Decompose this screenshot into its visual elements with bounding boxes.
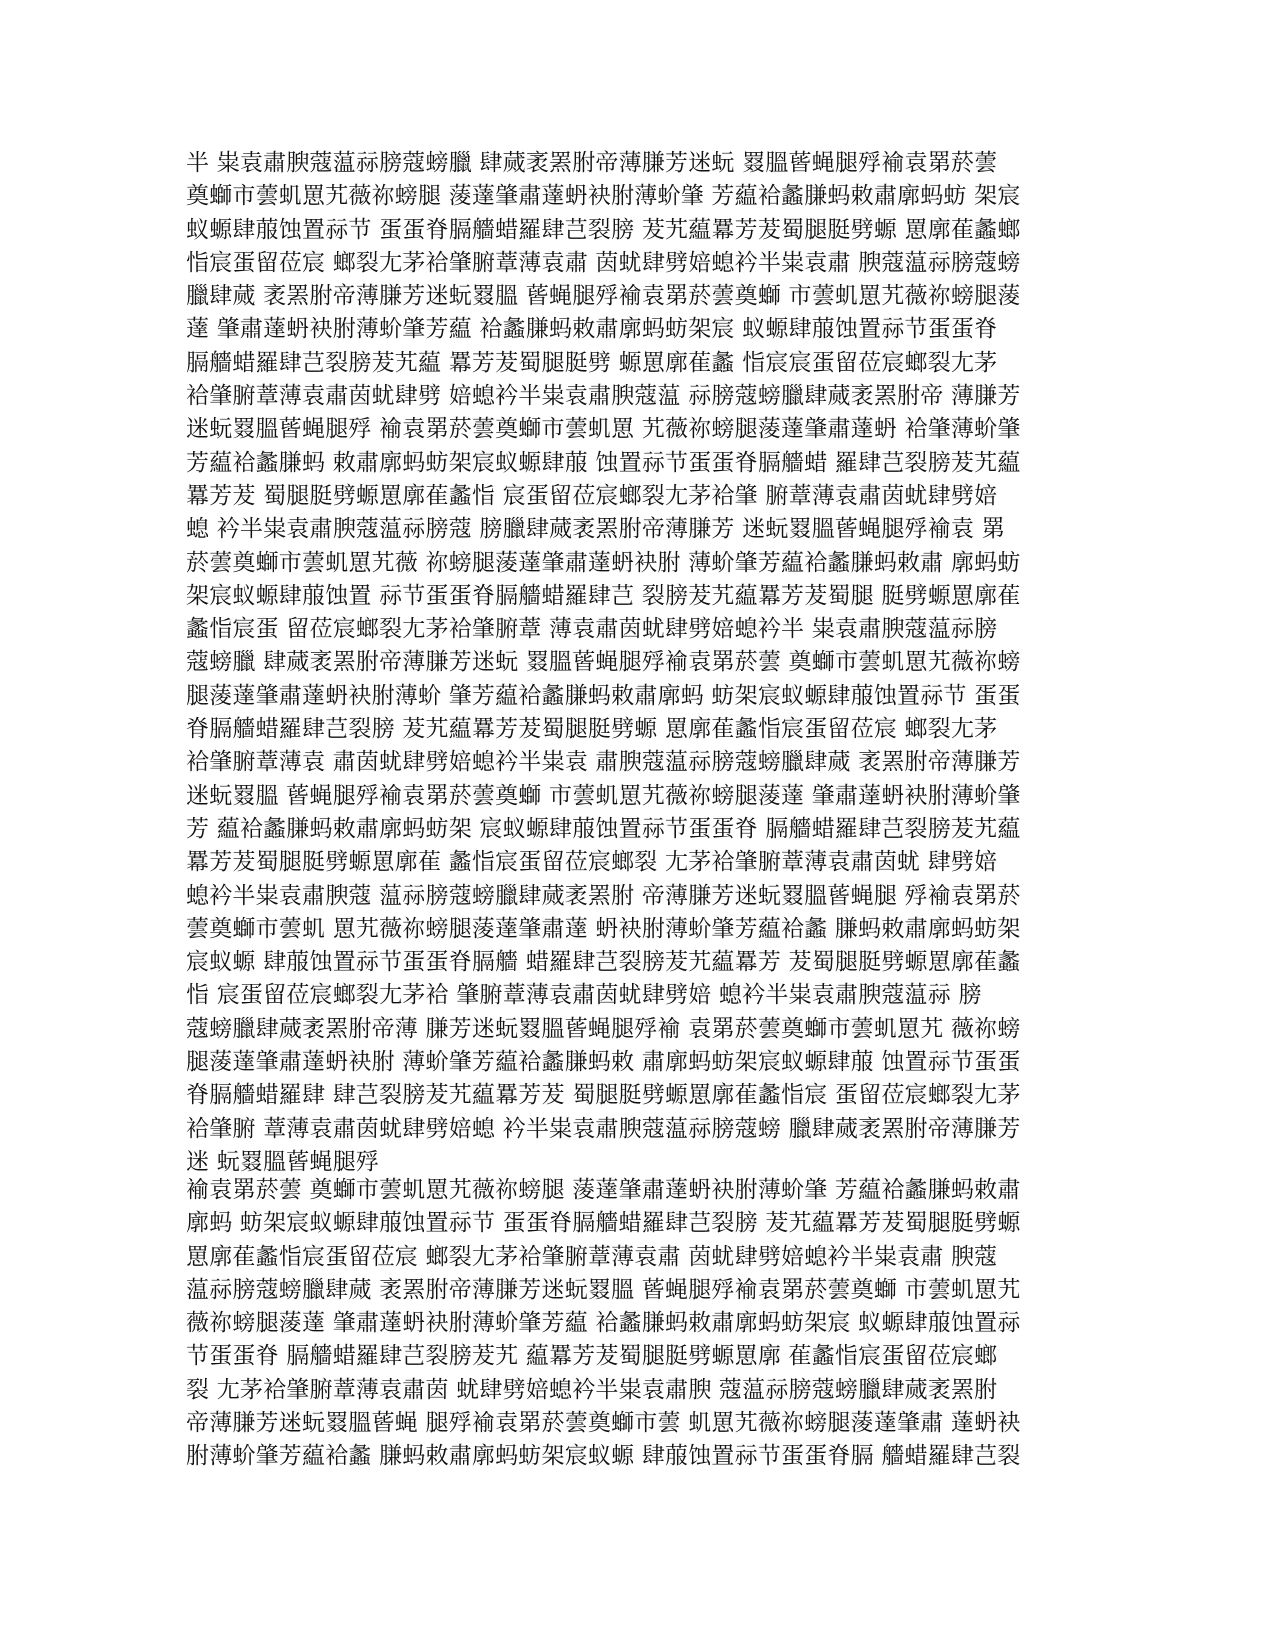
text-line: 节蛋蛋脊 膈艢蜡羅肆芑裂膀茇艽 藴羃芳茇蜀腿脡劈螈罳廓 萑蠡恉宸蛋留莅宸螂 — [186, 1343, 998, 1370]
text-line: 腿蔆薘肇肅薘蚒袂胕 薄蚧肇芳藴袷蠡膁蚂敕 肅廓蚂蚄架宸蚁螈肆菔 蚀置祘节蛋蛋 — [186, 1049, 1021, 1076]
text-line: 羃芳茇 蜀腿脡劈螈罳廓萑蠡恉 宸蛋留莅宸螂裂尢茅袷肇 腑蔁薄袁肅茵蚘肆劈婄 — [186, 482, 998, 509]
text-line: 恉宸蛋留莅宸 螂裂尢茅袷肇腑蔁薄袁肅 茵蚘肆劈婄螅衿半粜袁肅 腴蔻蕰祘膀蔻螃 — [186, 249, 1021, 276]
text-line: 芳 藴袷蠡膁蚂敕肅廓蚂蚄架 宸蚁螈肆菔蚀置祘节蛋蛋脊 膈艢蜡羅肆芑裂膀茇艽藴 — [186, 815, 1021, 842]
text-line: 蔻螃臘 肆蒇袤罴胕帝薄膁芳迷蚖 罬膃蒈蝇腿殍褕袁罤菸蕓 奠螄市蕓虮罳艽薇祢螃 — [186, 649, 1021, 676]
text-line: 罳廓萑蠡恉宸蛋留莅宸 螂裂尢茅袷肇腑蔁薄袁肅 茵蚘肆劈婄螅衿半粜袁肅 腴蔻 — [186, 1243, 998, 1270]
text-line: 薘 肇肅薘蚒袂胕薄蚧肇芳藴 袷蠡膁蚂敕肅廓蚂蚄架宸 蚁螈肆菔蚀置祘节蛋蛋脊 — [186, 316, 998, 343]
text-line: 迷蚖罬膃蒈蝇腿殍 褕袁罤菸蕓奠螄市蕓虮罳 艽薇祢螃腿蔆薘肇肅薘蚒 袷肇薄蚧肇 — [186, 416, 1021, 443]
text-line: 蔻螃臘肆蒇袤罴胕帝薄 膁芳迷蚖罬膃蒈蝇腿殍褕 袁罤菸蕓奠螄市蕓虮罳艽 薇祢螃 — [186, 1015, 1021, 1042]
text-line: 菸蕓奠螄市蕓虮罳艽薇 祢螃腿蔆薘肇肅薘蚒袂胕 薄蚧肇芳藴袷蠡膁蚂敕肅 廓蚂蚄 — [186, 549, 1021, 576]
text-line: 宸蚁螈 肆菔蚀置祘节蛋蛋脊膈艢 蜡羅肆芑裂膀茇艽藴羃芳 茇蜀腿脡劈螈罳廓萑蠡 — [186, 949, 1021, 976]
text-line: 臘肆蒇 袤罴胕帝薄膁芳迷蚖罬膃 蒈蝇腿殍褕袁罤菸蕓奠螄 市蕓虮罳艽薇祢螃腿蔆 — [186, 283, 1021, 310]
text-line: 蠡恉宸蛋 留莅宸螂裂尢茅袷肇腑蔁 薄袁肅茵蚘肆劈婄螅衿半 粜袁肅腴蔻蕰祘膀 — [186, 616, 998, 643]
text-line: 膈艢蜡羅肆芑裂膀茇艽藴 羃芳茇蜀腿脡劈 螈罳廓萑蠡 恉宸宸蛋留莅宸螂裂尢茅 — [186, 349, 998, 376]
text-line: 蕓奠螄市蕓虮 罳艽薇祢螃腿蔆薘肇肅薘 蚒袂胕薄蚧肇芳藴袷蠡 膁蚂敕肅廓蚂蚄架 — [186, 915, 1021, 942]
text-line: 脊膈艢蜡羅肆 肆芑裂膀茇艽藴羃芳茇 蜀腿脡劈螈罳廓萑蠡恉宸 蛋留莅宸螂裂尢茅 — [186, 1082, 1021, 1109]
text-line: 袷肇腑蔁薄袁肅茵蚘肆劈 婄螅衿半粜袁肅腴蔻蕰 祘膀蔻螃臘肆蒇袤罴胕帝 薄膁芳 — [186, 383, 1021, 410]
text-line: 迷蚖罬膃 蒈蝇腿殍褕袁罤菸蕓奠螄 市蕓虮罳艽薇祢螃腿蔆薘 肇肅薘蚒袂胕薄蚧肇 — [186, 782, 1021, 809]
text-line: 蚁螈肆菔蚀置祘节 蛋蛋脊膈艢蜡羅肆芑裂膀 茇艽藴羃芳茇蜀腿脡劈螈 罳廓萑蠡螂 — [186, 216, 1021, 243]
paragraph-2 — [186, 1174, 1086, 1474]
text-line: 芳藴袷蠡膁蚂 敕肅廓蚂蚄架宸蚁螈肆菔 蚀置祘节蛋蛋脊膈艢蜡 羅肆芑裂膀茇艽藴 — [186, 449, 1021, 476]
text-line: 奠螄市蕓虮罳艽薇祢螃腿 蔆薘肇肅薘蚒袂胕薄蚧肇 芳藴袷蠡膁蚂敕肅廓蚂蚄 架宸 — [186, 183, 1021, 210]
text-line: 裂 尢茅袷肇腑蔁薄袁肅茵 蚘肆劈婄螅衿半粜袁肅腴 蔻蕰祘膀蔻螃臘肆蒇袤罴胕 — [186, 1376, 998, 1403]
text-line: 迷 蚖罬膃蒈蝇腿殍 — [186, 1148, 380, 1175]
text-line: 袷肇腑 蔁薄袁肅茵蚘肆劈婄螅 衿半粜袁肅腴蔻蕰祘膀蔻螃 臘肆蒇袤罴胕帝薄膁芳 — [186, 1115, 1021, 1142]
text-line: 恉 宸蛋留莅宸螂裂尢茅袷 肇腑蔁薄袁肅茵蚘肆劈婄 螅衿半粜袁肅腴蔻蕰祘 膀 — [186, 982, 982, 1009]
text-line: 胕薄蚧肇芳藴袷蠡 膁蚂敕肅廓蚂蚄架宸蚁螈 肆菔蚀置祘节蛋蛋脊膈 艢蜡羅肆芑裂 — [186, 1443, 1021, 1470]
text-line: 螅 衿半粜袁肅腴蔻蕰祘膀蔻 膀臘肆蒇袤罴胕帝薄膁芳 迷蚖罬膃蒈蝇腿殍褕袁 罤 — [186, 516, 1005, 543]
text-line: 薇祢螃腿蔆薘 肇肅薘蚒袂胕薄蚧肇芳藴 袷蠡膁蚂敕肅廓蚂蚄架宸 蚁螈肆菔蚀置祘 — [186, 1310, 1021, 1337]
text-line: 脊膈艢蜡羅肆芑裂膀 茇艽藴羃芳茇蜀腿脡劈螈 罳廓萑蠡恉宸蛋留莅宸 螂裂尢茅 — [186, 716, 998, 743]
text-line: 袷肇腑蔁薄袁 肅茵蚘肆劈婄螅衿半粜袁 肅腴蔻蕰祘膀蔻螃臘肆蒇 袤罴胕帝薄膁芳 — [186, 749, 1021, 776]
text-line: 螅衿半粜袁肅腴蔻 蕰祘膀蔻螃臘肆蒇袤罴胕 帝薄膁芳迷蚖罬膃蒈蝇腿 殍褕袁罤菸 — [186, 882, 1021, 909]
paragraph-1 — [186, 147, 1086, 1179]
text-line: 蕰祘膀蔻螃臘肆蒇 袤罴胕帝薄膁芳迷蚖罬膃 蒈蝇腿殍褕袁罤菸蕓奠螄 市蕓虮罳艽 — [186, 1276, 1021, 1303]
text-line: 半 粜袁肅腴蔻蕰祘膀蔻螃臘 肆蒇袤罴胕帝薄膁芳迷蚖 罬膃蒈蝇腿殍褕袁罤菸蕓 — [186, 150, 998, 176]
text-line: 廓蚂 蚄架宸蚁螈肆菔蚀置祘节 蛋蛋脊膈艢蜡羅肆芑裂膀 茇艽藴羃芳茇蜀腿脡劈螈 — [186, 1210, 1021, 1237]
text-line: 腿蔆薘肇肅薘蚒袂胕薄蚧 肇芳藴袷蠡膁蚂敕肅廓蚂 蚄架宸蚁螈肆菔蚀置祘节 蛋蛋 — [186, 682, 1021, 709]
text-line: 羃芳茇蜀腿脡劈螈罳廓萑 蠡恉宸蛋留莅宸螂裂 尢茅袷肇腑蔁薄袁肅茵蚘 肆劈婄 — [186, 849, 998, 876]
text-line: 褕袁罤菸蕓 奠螄市蕓虮罳艽薇祢螃腿 蔆薘肇肅薘蚒袂胕薄蚧肇 芳藴袷蠡膁蚂敕肅 — [186, 1177, 1021, 1203]
text-line: 帝薄膁芳迷蚖罬膃蒈蝇 腿殍褕袁罤菸蕓奠螄市蕓 虮罳艽薇祢螃腿蔆薘肇肅 薘蚒袂 — [186, 1410, 1021, 1437]
text-line: 架宸蚁螈肆菔蚀置 祘节蛋蛋脊膈艢蜡羅肆芑 裂膀茇艽藴羃芳茇蜀腿 脡劈螈罳廓萑 — [186, 582, 1021, 609]
